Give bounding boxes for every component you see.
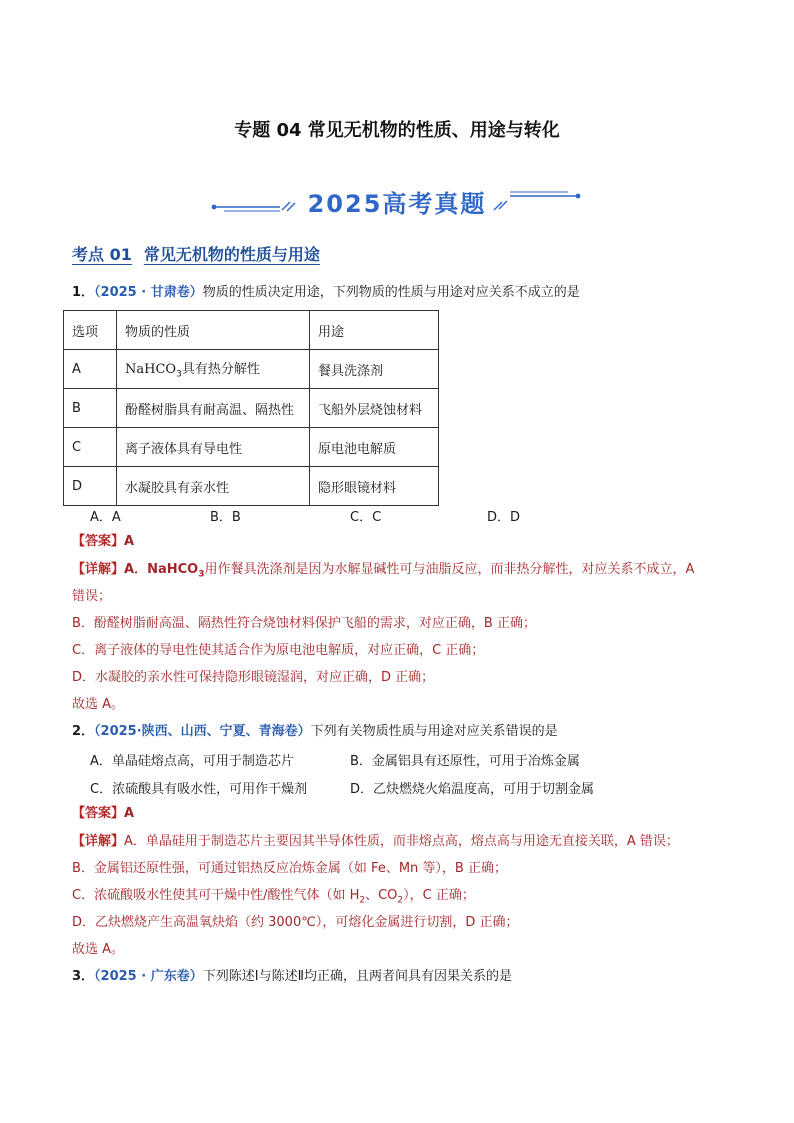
table-cell-option: C <box>64 428 117 467</box>
table-cell-property: 水凝胶具有亲水性 <box>117 467 310 506</box>
section-code: 考点 01 <box>72 245 132 264</box>
detail-line: D．水凝胶的亲水性可保持隐形眼镜湿润，对应正确，D 正确； <box>72 670 435 685</box>
table-header-row <box>64 311 439 350</box>
question-number: 1． <box>72 285 95 300</box>
table-row <box>64 467 439 506</box>
choice-a: A．单晶硅熔点高，可用于制造芯片 <box>90 754 294 769</box>
table-cell-use: 隐形眼镜材料 <box>310 467 439 506</box>
question-3-stem <box>72 968 512 986</box>
detail-text: A．单晶硅用于制造芯片主要因其半导体性质，而非熔点高，熔点高与用途无直接关联，A 错误； <box>124 834 679 849</box>
detail-conclusion: 故选 A。 <box>72 697 125 712</box>
choice-c: C．浓硫酸具有吸水性，可用作干燥剂 <box>90 782 308 797</box>
detail-text: 用作餐具洗涤剂是因为水解显碱性可与油脂反应，而非热分解性，对应关系不成立，A <box>204 562 695 577</box>
detail-line <box>72 833 679 851</box>
detail-line <box>72 561 694 584</box>
detail-conclusion: 故选 A。 <box>72 942 125 957</box>
detail-subscript: 2 <box>397 895 404 906</box>
question-text: 物质的性质决定用途，下列物质的性质与用途对应关系不成立的是 <box>202 285 580 300</box>
question-number: 2． <box>72 724 95 739</box>
answer-line <box>72 805 134 823</box>
table-row <box>64 428 439 467</box>
detail-line: 错误； <box>72 589 112 604</box>
question-2-stem <box>72 723 558 741</box>
answer-value: A <box>124 806 135 821</box>
question-text: 下列有关物质性质与用途对应关系错误的是 <box>310 724 558 739</box>
question-number: 3． <box>72 969 95 984</box>
table-header-cell: 物质的性质 <box>117 311 310 350</box>
formula-subscript: 3 <box>176 369 182 380</box>
properties-table <box>63 310 439 506</box>
table-cell-property <box>117 350 310 389</box>
question-source: （2025 · 广东卷） <box>94 969 203 984</box>
question-source: （2025 · 甘肃卷） <box>94 285 203 300</box>
choice-b: B．B <box>210 510 241 525</box>
detail-text: 、CO <box>365 888 398 903</box>
detail-line: B．金属铝还原性强，可通过铝热反应冶炼金属（如 Fe、Mn 等），B 正确； <box>72 861 507 876</box>
banner-title: 2025高考真题 <box>307 190 487 218</box>
question-source: （2025·陕西、山西、宁夏、青海卷） <box>94 724 311 739</box>
question-text: 下列陈述Ⅰ与陈述Ⅱ均正确，且两者间具有因果关系的是 <box>202 969 512 984</box>
answer-line <box>72 533 134 551</box>
formula-text: NaHCO <box>125 362 177 378</box>
table-cell-property: 酚醛树脂具有耐高温、隔热性 <box>117 389 310 428</box>
detail-text: C．浓硫酸吸水性使其可干燥中性/酸性气体（如 H <box>72 888 360 903</box>
table-row <box>64 350 439 389</box>
detail-line: C．离子液体的导电性使其适合作为原电池电解质，对应正确，C 正确； <box>72 643 485 658</box>
banner <box>210 180 584 224</box>
table-cell-option: A <box>64 350 117 389</box>
answer-tag: 【答案】 <box>72 534 125 549</box>
section-heading <box>72 242 320 265</box>
table-row <box>64 389 439 428</box>
question-1-stem <box>72 284 580 302</box>
detail-text: ），C 正确； <box>403 888 475 903</box>
page-title: 专题 04 常见无机物的性质、用途与转化 <box>234 120 560 141</box>
detail-line: D．乙炔燃烧产生高温氧炔焰（约 3000℃），可熔化金属进行切割，D 正确； <box>72 915 519 930</box>
detail-line <box>72 887 475 910</box>
detail-text: A．NaHCO <box>124 562 199 577</box>
table-header-cell: 用途 <box>310 311 439 350</box>
answer-value: A <box>124 534 135 549</box>
detail-tag: 【详解】 <box>72 834 125 849</box>
table-cell-use: 原电池电解质 <box>310 428 439 467</box>
table-cell-use: 飞船外层烧蚀材料 <box>310 389 439 428</box>
table-cell-option: D <box>64 467 117 506</box>
choice-d: D．D <box>487 510 521 525</box>
table-cell-property: 离子液体具有导电性 <box>117 428 310 467</box>
section-title: 常见无机物的性质与用途 <box>143 245 320 264</box>
table-header-cell: 选项 <box>64 311 117 350</box>
choice-c: C．C <box>350 510 382 525</box>
property-text: 具有热分解性 <box>181 362 260 378</box>
detail-subscript: 2 <box>359 895 366 906</box>
table-cell-use: 餐具洗涤剂 <box>310 350 439 389</box>
detail-subscript: 3 <box>198 569 205 580</box>
choice-a: A．A <box>90 510 121 525</box>
choice-d: D．乙炔燃烧火焰温度高，可用于切割金属 <box>350 782 595 797</box>
detail-tag: 【详解】 <box>72 562 125 577</box>
detail-line: B．酚醛树脂耐高温、隔热性符合烧蚀材料保护飞船的需求，对应正确，B 正确； <box>72 616 536 631</box>
answer-tag: 【答案】 <box>72 806 125 821</box>
choice-b: B．金属铝具有还原性，可用于冶炼金属 <box>350 754 580 769</box>
table-cell-option: B <box>64 389 117 428</box>
